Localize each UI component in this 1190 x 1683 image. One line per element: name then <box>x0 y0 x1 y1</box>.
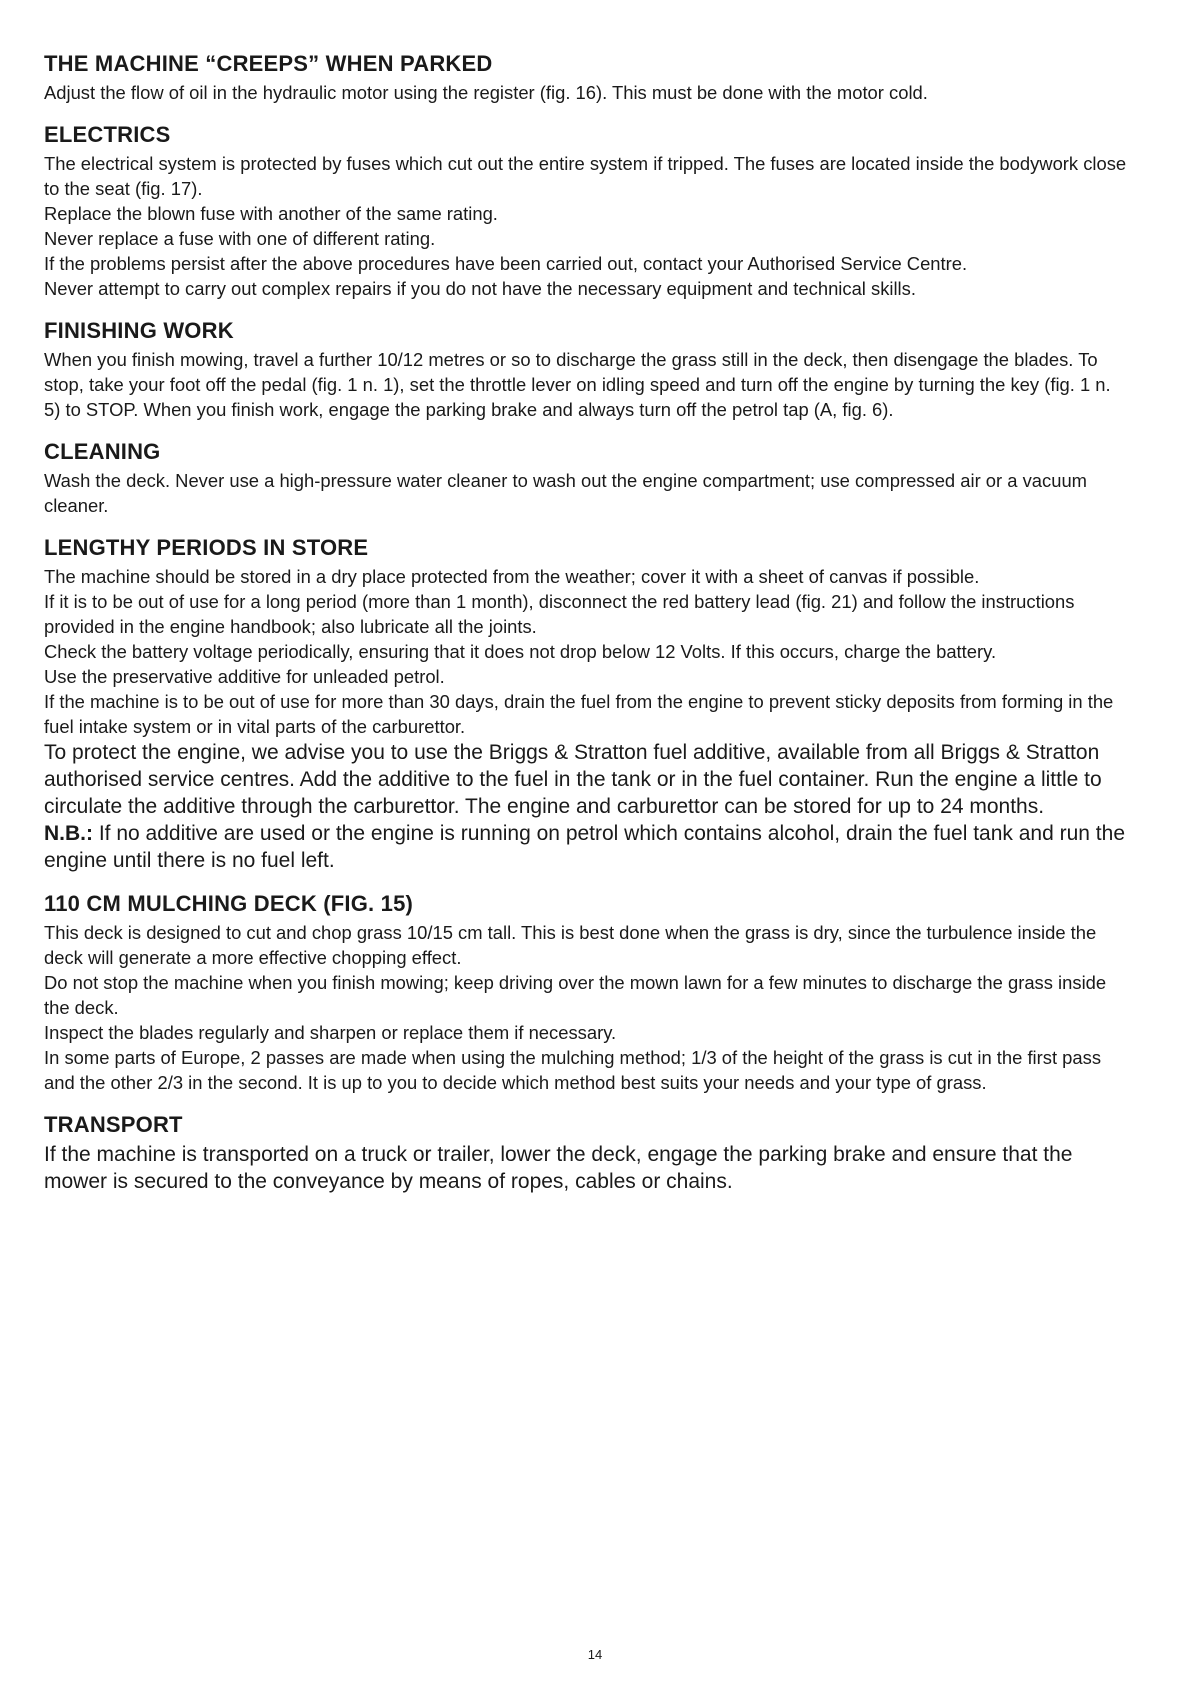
section-heading: FINISHING WORK <box>44 318 234 343</box>
paragraph: In some parts of Europe, 2 passes are made when using the mulching method; 1/3 of the height of the grass is cut in the first pass and the other 2/3 in the second. It is up to you to decide which method best suits your needs and your type of grass. <box>44 1047 1102 1093</box>
page-number: 14 <box>587 1647 603 1662</box>
section-lengthy-storage <box>44 534 1130 874</box>
section-cleaning <box>44 438 1130 518</box>
fuel-additive-paragraph: To protect the engine, we advise you to use the Briggs & Stratton fuel additive, available from all Briggs & Stratton authorised service centres. Add the additive to the fuel in the tank or in the fuel container. Run the engine a little to circulate the additive through the carburettor. The engine and carburettor can be stored for up to 24 months. <box>44 741 1102 818</box>
paragraph: Replace the blown fuse with another of the same rating. <box>44 203 498 224</box>
section-transport <box>44 1111 1130 1195</box>
paragraph: Inspect the blades regularly and sharpen or replace them if necessary. <box>44 1022 617 1043</box>
section-heading: ELECTRICS <box>44 122 171 147</box>
section-machine-creeps <box>44 50 1130 105</box>
section-electrics <box>44 121 1130 301</box>
paragraph: This deck is designed to cut and chop grass 10/15 cm tall. This is best done when the grass is dry, since the turbulence inside the deck will generate a more effective chopping effect. <box>44 922 1097 968</box>
paragraph: Never attempt to carry out complex repairs if you do not have the necessary equipment and technical skills. <box>44 278 916 299</box>
paragraph: If the problems persist after the above procedures have been carried out, contact your Authorised Service Centre. <box>44 253 968 274</box>
nb-note <box>44 820 1130 874</box>
section-heading: LENGTHY PERIODS IN STORE <box>44 535 369 560</box>
paragraph: Wash the deck. Never use a high-pressure water cleaner to wash out the engine compartment; use compressed air or a vacuum cleaner. <box>44 470 1087 516</box>
section-finishing-work <box>44 317 1130 422</box>
section-heading: 110 CM MULCHING DECK (FIG. 15) <box>44 891 414 916</box>
paragraph: When you finish mowing, travel a further 10/12 metres or so to discharge the grass still in the deck, then disengage the blades. To stop, take your foot off the pedal (fig. 1 n. 1), set the throttle lever on idling speed and turn off the engine by turning the key (fig. 1 n. 5) to STOP. When you finish work, engage the parking brake and always turn off the petrol tap (A, fig. 6). <box>44 349 1111 420</box>
paragraph: The machine should be stored in a dry place protected from the weather; cover it with a sheet of canvas if possible. <box>44 566 980 587</box>
section-heading: CLEANING <box>44 439 161 464</box>
section-heading: TRANSPORT <box>44 1112 183 1137</box>
paragraph: The electrical system is protected by fuses which cut out the entire system if tripped. The fuses are located inside the bodywork close to the seat (fig. 17). <box>44 153 1127 199</box>
paragraph: Adjust the flow of oil in the hydraulic motor using the register (fig. 16). This must be done with the motor cold. <box>44 82 928 103</box>
section-mulching-deck <box>44 890 1130 1095</box>
nb-label: N.B.: <box>44 822 93 845</box>
nb-text: If no additive are used or the engine is running on petrol which contains alcohol, drain the fuel tank and run the engine until there is no fuel left. <box>44 822 1126 872</box>
paragraph: Never replace a fuse with one of different rating. <box>44 228 436 249</box>
paragraph: Do not stop the machine when you finish mowing; keep driving over the mown lawn for a few minutes to discharge the grass inside the deck. <box>44 972 1107 1018</box>
section-heading: THE MACHINE “CREEPS” WHEN PARKED <box>44 51 493 76</box>
paragraph: If the machine is transported on a truck or trailer, lower the deck, engage the parking brake and ensure that the mower is secured to the conveyance by means of ropes, cables or chains. <box>44 1143 1073 1193</box>
paragraph: If it is to be out of use for a long period (more than 1 month), disconnect the red battery lead (fig. 21) and follow the instructions provided in the engine handbook; also lubricate all the joints. <box>44 591 1075 637</box>
paragraph: If the machine is to be out of use for more than 30 days, drain the fuel from the engine to prevent sticky deposits from forming in the fuel intake system or in vital parts of the carburettor. <box>44 691 1114 737</box>
paragraph: Check the battery voltage periodically, ensuring that it does not drop below 12 Volts. If this occurs, charge the battery. <box>44 641 997 662</box>
paragraph: Use the preservative additive for unleaded petrol. <box>44 666 445 687</box>
manual-page <box>44 50 1130 1195</box>
